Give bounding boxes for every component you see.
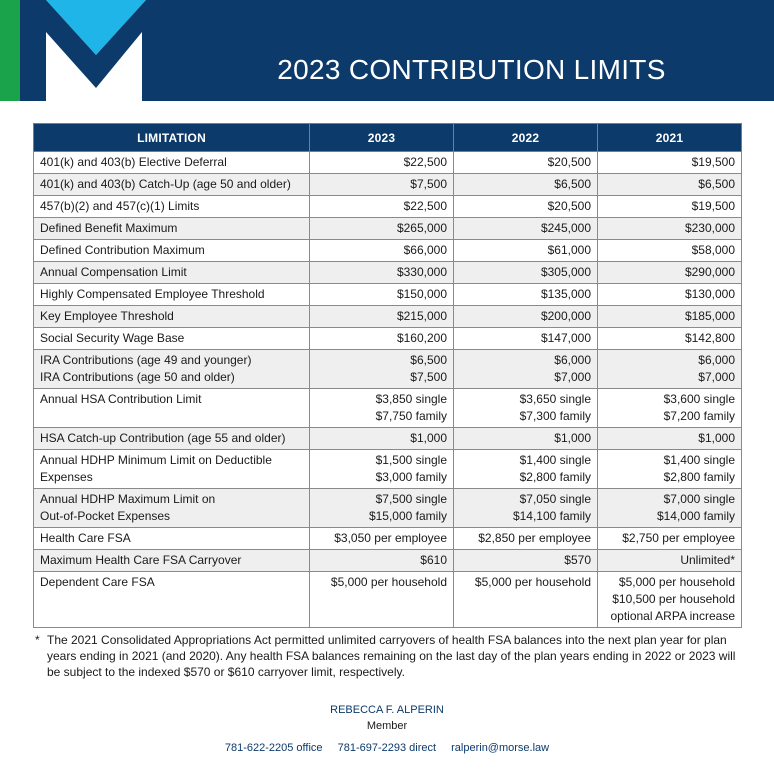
value-2022-cell — [454, 196, 598, 218]
table-row — [34, 174, 742, 196]
value-2021-cell — [598, 262, 742, 284]
limit-value: $1,400 single — [519, 453, 591, 467]
limitation-label: IRA Contributions (age 49 and younger) — [40, 353, 252, 367]
value-2023-cell — [310, 152, 454, 174]
table-row — [34, 306, 742, 328]
value-2021-cell — [598, 240, 742, 262]
limit-value: $3,050 per employee — [334, 531, 447, 545]
value-2023-cell — [310, 328, 454, 350]
limit-value: $1,500 single — [375, 453, 447, 467]
limit-value: $610 — [420, 553, 447, 567]
limit-value: $5,000 per household — [474, 575, 591, 589]
limit-value: $150,000 — [396, 287, 447, 301]
limit-value: $2,850 per employee — [478, 531, 591, 545]
value-2021-cell — [598, 528, 742, 550]
limitation-cell — [34, 528, 310, 550]
limit-value: $10,500 per household — [612, 592, 735, 606]
table-row — [34, 284, 742, 306]
limit-value: $2,750 per employee — [622, 531, 735, 545]
limitation-cell — [34, 428, 310, 450]
table-row — [34, 489, 742, 528]
morse-logo — [0, 0, 165, 101]
value-2023-cell — [310, 528, 454, 550]
limit-value: $14,100 family — [512, 509, 591, 523]
limitation-label: HSA Catch-up Contribution (age 55 and older) — [40, 431, 286, 445]
value-2022-cell — [454, 174, 598, 196]
header-banner — [0, 0, 774, 101]
limitation-cell — [34, 489, 310, 528]
limit-value: $6,000 — [698, 353, 735, 367]
limitation-cell — [34, 306, 310, 328]
value-2021-cell — [598, 450, 742, 489]
value-2023-cell — [310, 550, 454, 572]
value-2021-cell — [598, 389, 742, 428]
value-2023-cell — [310, 350, 454, 389]
m-logo-icon — [0, 0, 165, 101]
limitation-label: 401(k) and 403(b) Catch-Up (age 50 and older) — [40, 177, 291, 191]
limit-value: $200,000 — [540, 309, 591, 323]
value-2021-cell — [598, 196, 742, 218]
contact-name: REBECCA F. ALPERIN — [330, 704, 444, 716]
table-row — [34, 450, 742, 489]
value-2021-cell — [598, 152, 742, 174]
limit-value: $6,500 — [698, 177, 735, 191]
value-2021-cell — [598, 328, 742, 350]
value-2022-cell — [454, 306, 598, 328]
value-2023-cell — [310, 306, 454, 328]
value-2022-cell — [454, 240, 598, 262]
value-2023-cell — [310, 218, 454, 240]
table-row — [34, 152, 742, 174]
limit-value: $66,000 — [403, 243, 447, 257]
limit-value: optional ARPA increase — [610, 609, 735, 623]
value-2023-cell — [310, 450, 454, 489]
value-2021-cell — [598, 350, 742, 389]
limitation-cell — [34, 572, 310, 628]
limitation-label: Annual HDHP Minimum Limit on Deductible Expenses — [40, 453, 272, 484]
value-2022-cell — [454, 350, 598, 389]
limit-value: $135,000 — [540, 287, 591, 301]
direct-phone[interactable]: 781-697-2293 direct — [337, 742, 437, 754]
limit-value: $7,500 — [410, 370, 447, 384]
limit-value: $147,000 — [540, 331, 591, 345]
limit-value: $15,000 family — [368, 509, 447, 523]
limit-value: $185,000 — [684, 309, 735, 323]
limit-value: $14,000 family — [656, 509, 735, 523]
value-2021-cell — [598, 218, 742, 240]
email-link[interactable]: ralperin@morse.law — [451, 742, 550, 754]
footnote — [35, 632, 741, 680]
footnote-text: The 2021 Consolidated Appropriations Act permitted unlimited carryovers of health FSA balances into the next plan year for plan years ending in 2021 (and 2020). Any health FSA balances remaining on the last day of the plan years ending in 2022 or 2023 will be subject to the indexed $570 or $610 carryover limit, respectively. — [47, 633, 736, 679]
limit-value: $130,000 — [684, 287, 735, 301]
value-2022-cell — [454, 528, 598, 550]
limit-value: $265,000 — [396, 221, 447, 235]
limit-value: $3,650 single — [519, 392, 591, 406]
limit-value: $7,500 — [410, 177, 447, 191]
value-2023-cell — [310, 572, 454, 628]
table-row — [34, 328, 742, 350]
value-2023-cell — [310, 240, 454, 262]
limitation-label: Maximum Health Care FSA Carryover — [40, 553, 242, 567]
limitation-label: 457(b)(2) and 457(c)(1) Limits — [40, 199, 200, 213]
value-2022-cell — [454, 489, 598, 528]
limit-value: $245,000 — [540, 221, 591, 235]
table-row — [34, 528, 742, 550]
value-2022-cell — [454, 328, 598, 350]
limit-value: $1,000 — [698, 431, 735, 445]
limitation-label: Annual HDHP Maximum Limit on — [40, 492, 216, 506]
limit-value: $7,200 family — [663, 409, 735, 423]
limitation-cell — [34, 284, 310, 306]
limit-value: $7,000 — [554, 370, 591, 384]
footnote-marker: * — [35, 633, 40, 647]
value-2022-cell — [454, 284, 598, 306]
table-row — [34, 218, 742, 240]
limit-value: $22,500 — [403, 199, 447, 213]
table-row — [34, 428, 742, 450]
limit-value: $3,850 single — [375, 392, 447, 406]
limitation-label: Annual HSA Contribution Limit — [40, 392, 202, 406]
limitation-cell — [34, 550, 310, 572]
table-header-row — [34, 124, 742, 152]
value-2022-cell — [454, 389, 598, 428]
limit-value: $1,400 single — [663, 453, 735, 467]
header-limitation: LIMITATION — [34, 124, 310, 152]
limit-value: $142,800 — [684, 331, 735, 345]
header-2022: 2022 — [454, 124, 598, 152]
limitation-cell — [34, 328, 310, 350]
limitation-cell — [34, 350, 310, 389]
limit-value: $570 — [564, 553, 591, 567]
limitation-label: Dependent Care FSA — [40, 575, 155, 589]
value-2023-cell — [310, 262, 454, 284]
page-title: 2023 CONTRIBUTION LIMITS — [277, 53, 666, 85]
limit-value: $3,000 family — [375, 470, 447, 484]
limitation-label: Key Employee Threshold — [40, 309, 174, 323]
value-2023-cell — [310, 489, 454, 528]
limit-value: $22,500 — [403, 155, 447, 169]
limit-value: $2,800 family — [663, 470, 735, 484]
value-2023-cell — [310, 284, 454, 306]
limit-value: $7,000 single — [663, 492, 735, 506]
limitation-cell — [34, 262, 310, 284]
limitation-label: Defined Contribution Maximum — [40, 243, 205, 257]
limit-value: $3,600 single — [663, 392, 735, 406]
value-2022-cell — [454, 550, 598, 572]
limitation-label: Highly Compensated Employee Threshold — [40, 287, 265, 301]
contact-details — [0, 740, 774, 756]
limit-value: $1,000 — [410, 431, 447, 445]
value-2023-cell — [310, 428, 454, 450]
value-2021-cell — [598, 306, 742, 328]
value-2021-cell — [598, 174, 742, 196]
header-2021: 2021 — [598, 124, 742, 152]
limit-value: $160,200 — [396, 331, 447, 345]
limit-value: $7,500 single — [375, 492, 447, 506]
table-row — [34, 572, 742, 628]
contribution-limits-table — [33, 123, 742, 628]
limit-value: $61,000 — [547, 243, 591, 257]
value-2021-cell — [598, 284, 742, 306]
value-2022-cell — [454, 262, 598, 284]
limit-value: $20,500 — [547, 155, 591, 169]
table-row — [34, 389, 742, 428]
value-2023-cell — [310, 174, 454, 196]
limit-value: $7,750 family — [375, 409, 447, 423]
limitation-cell — [34, 450, 310, 489]
limit-value: $6,000 — [554, 353, 591, 367]
value-2021-cell — [598, 489, 742, 528]
limit-value: $330,000 — [396, 265, 447, 279]
value-2021-cell — [598, 550, 742, 572]
limit-value: $7,050 single — [519, 492, 591, 506]
limitation-cell — [34, 389, 310, 428]
limit-value: $19,500 — [691, 155, 735, 169]
value-2023-cell — [310, 196, 454, 218]
table-row — [34, 196, 742, 218]
limit-value: $215,000 — [396, 309, 447, 323]
limitation-label: 401(k) and 403(b) Elective Deferral — [40, 155, 227, 169]
value-2021-cell — [598, 428, 742, 450]
limitation-cell — [34, 218, 310, 240]
office-phone[interactable]: 781-622-2205 office — [224, 742, 323, 754]
limit-value: $230,000 — [684, 221, 735, 235]
value-2023-cell — [310, 389, 454, 428]
limitation-cell — [34, 240, 310, 262]
limit-value: $2,800 family — [519, 470, 591, 484]
value-2022-cell — [454, 572, 598, 628]
limitation-label: Social Security Wage Base — [40, 331, 185, 345]
limit-value: Unlimited* — [680, 553, 735, 567]
contact-role: Member — [366, 720, 408, 732]
table-row — [34, 262, 742, 284]
value-2022-cell — [454, 218, 598, 240]
limitation-label: IRA Contributions (age 50 and older) — [40, 370, 235, 384]
table-body — [34, 152, 742, 628]
table-row — [34, 550, 742, 572]
limitation-cell — [34, 174, 310, 196]
limit-value: $7,300 family — [519, 409, 591, 423]
limitation-label: Health Care FSA — [40, 531, 131, 545]
value-2022-cell — [454, 450, 598, 489]
limit-value: $7,000 — [698, 370, 735, 384]
limit-value: $1,000 — [554, 431, 591, 445]
header-2023: 2023 — [310, 124, 454, 152]
value-2022-cell — [454, 428, 598, 450]
limit-value: $20,500 — [547, 199, 591, 213]
limit-value: $19,500 — [691, 199, 735, 213]
table-row — [34, 240, 742, 262]
table-row — [34, 350, 742, 389]
limitation-label: Annual Compensation Limit — [40, 265, 187, 279]
contact-block — [0, 702, 774, 756]
limit-value: $290,000 — [684, 265, 735, 279]
limit-value: $5,000 per household — [618, 575, 735, 589]
limit-value: $5,000 per household — [330, 575, 447, 589]
limitation-cell — [34, 196, 310, 218]
limitation-label: Defined Benefit Maximum — [40, 221, 178, 235]
value-2021-cell — [598, 572, 742, 628]
limit-value: $305,000 — [540, 265, 591, 279]
limitation-cell — [34, 152, 310, 174]
limit-value: $6,500 — [554, 177, 591, 191]
limitation-label: Out-of-Pocket Expenses — [40, 509, 171, 523]
value-2022-cell — [454, 152, 598, 174]
limit-value: $6,500 — [410, 353, 447, 367]
limit-value: $58,000 — [691, 243, 735, 257]
